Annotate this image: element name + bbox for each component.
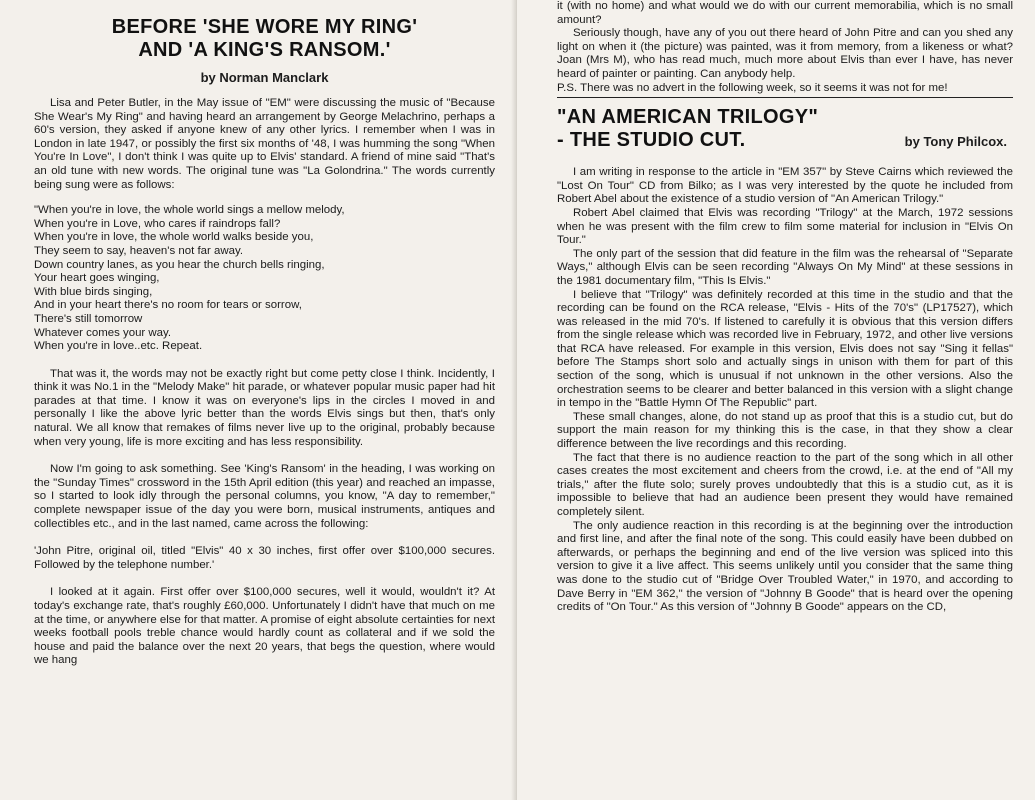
body-paragraph: Now I'm going to ask something. See 'King's Ransom' in the heading, I was working on the "Sunday Times" crossword in the 15th April edition (this year) and reached an impasse, so I started to look idly through the personal columns, you know, "A day to remember," complete newspaper issue of the day you were born, musical instruments, antiques and collectibles etc., and in the last named, came across the following: xyxy=(34,463,495,530)
section-divider xyxy=(557,97,1013,98)
postscript: P.S. There was no advert in the following week, so it seems it was not for me! xyxy=(557,81,948,94)
body-paragraph: The fact that there is no audience reaction to the part of the song which in all other cases creates the most excitement and cheers from the crowd, i.e. at the end of "All my trials," after the flute solo; surely proves undoubtedly that this is a studio cut, as it is impossible to believe that had an audience been present they would have remained completely silent. xyxy=(557,451,1013,518)
lyric-line: Your heart goes winging, xyxy=(34,272,160,285)
body-paragraph: The only audience reaction in this recording is at the beginning over the introduction and first line, and after the final note of the song. This could easily have been dubbed on afterwards, or perhaps the beginning and end of the live version was spliced into this version to give it a live affect. This seems unlikely until you consider that the same thing was done to the studio cut of "Bridge Over Troubled Water," in 1970, and according to Dave Berry in "EM 362," the version of "Johnny B Goode" that is heard over the opening credits of "On Tour." As this version of "Johnny B Goode" appears on the CD, xyxy=(557,519,1013,614)
headline-line-2: - THE STUDIO CUT. xyxy=(557,129,746,152)
lyrics-block xyxy=(34,204,495,354)
lyric-line: When you're in love, the whole world walks beside you, xyxy=(34,231,314,244)
lyric-line: They seem to say, heaven's not far away. xyxy=(34,244,244,257)
lyric-line: "When you're in love, the whole world sings a mellow melody, xyxy=(34,204,345,217)
lyric-line: When you're in Love, who cares if raindrops fall? xyxy=(34,217,281,230)
body-paragraph: These small changes, alone, do not stand up as proof that this is a studio cut, but do support the main reason for my thinking this is the case, in that they show a clear difference between the live recordings and this recording. xyxy=(557,410,1013,451)
body-paragraph: I looked at it again. First offer over $100,000 secures, well it would, wouldn't it? At today's exchange rate, that's roughly £60,000. Unfortunately I didn't have that much on me at the time, or anywhere else for that matter. A promise of eight absolute certainties for next weeks football pools treble chance would hardly count as collateral and if we sold the house and paid the balance over the next 20 years, that begs the question, where would we hang xyxy=(34,586,495,667)
article-headline xyxy=(34,16,495,62)
lyric-line: When you're in love..etc. Repeat. xyxy=(34,340,203,353)
article-byline: by Tony Philcox. xyxy=(904,134,1007,150)
quoted-advert: 'John Pitre, original oil, titled "Elvis" 40 x 30 inches, first offer over $100,000 secures. Followed by the telephone number.' xyxy=(34,545,495,571)
article-headline xyxy=(557,106,818,152)
lyric-line: Down country lanes, as you hear the church bells ringing, xyxy=(34,258,325,271)
right-page xyxy=(517,0,1035,800)
headline-line-1: "AN AMERICAN TRILOGY" xyxy=(557,106,819,129)
body-paragraph: The only part of the session that did feature in the film was the rehearsal of "Separate Ways," although Elvis can be seen recording "Always On My Mind" at these sessions in the 1981 documentary film, "This Is Elvis." xyxy=(557,247,1013,287)
headline-line-2: AND 'A KING'S RANSOM.' xyxy=(138,39,391,61)
headline-line-1: BEFORE 'SHE WORE MY RING' xyxy=(111,16,418,38)
body-paragraph: That was it, the words may not be exactly right but come petty close I think. Incidently, I think it was No.1 in the "Melody Make" hit parade, or whatever popular music paper had hit parades at that time. I know it was on everyone's lips in the circles I moved in and personally I like the above lyric better than the words Elvis sings but then, that's only natural. We all know that remakes of films never live up to the original, probably because when very young, life is more exciting and has less responsibility. xyxy=(34,367,495,448)
lyric-line: Whatever comes your way. xyxy=(34,326,172,339)
article-byline: by Norman Manclark xyxy=(200,70,329,85)
continued-paragraph: it (with no home) and what would we do with our current memorabilia, which is no small amount? xyxy=(557,0,1013,26)
body-paragraph: I believe that "Trilogy" was definitely recorded at this time in the studio and that the recording can be found on the RCA release, "Elvis - Hits of the 70's" (LP17527), which was released in the mid 70's. If listened to carefully it is obvious that this version differs from the single release which was recorded live in February, 1972, and other live versions that RCA have released. For example in this version, Elvis does not say "Sing it fellas" before The Stamps short solo and actually sings in unison with them for part of this section of the song, which is unusual if not unknown in the other versions. Also the orchestration seems to be clearer and better balanced in this version with a slight change in tempo in the "Battle Hymn Of The Republic" part. xyxy=(557,288,1013,410)
left-page xyxy=(0,0,517,800)
body-paragraph: I am writing in response to the article in "EM 357" by Steve Cairns which reviewed the "Lost On Tour" CD from Bilko; as I was very interested by the quote he included from Robert Abel about the existence of a studio version of "An American Trilogy." xyxy=(557,166,1013,206)
body-paragraph: Seriously though, have any of you out there heard of John Pitre and can you shed any light on when it (the picture) was painted, was it from memory, from a likeness or what? Joan (Mrs M), who has read much, much more about Elvis than ever I have, has never heard of painter or painting. Can anybody help. xyxy=(557,27,1013,80)
article-header xyxy=(557,106,1013,162)
body-paragraph: Robert Abel claimed that Elvis was recording "Trilogy" at the March, 1972 sessions when he was present with the film crew to film some material for inclusion in "Elvis On Tour." xyxy=(557,206,1013,247)
lyric-line: With blue birds singing, xyxy=(34,285,153,298)
body-paragraph: Lisa and Peter Butler, in the May issue of "EM" were discussing the music of "Because She Wear's My Ring" and having heard an arrangement by George Melachrino, perhaps a 60's version, they asked if anyone knew of any other lyrics. I remember when I was in London in late 1947, or possibly the first six months of '48, I was humming the song "When You're In Love", I don't think I was quite up to Elvis' standard. A friend of mine said "That's an old tune with new words. The original tune was "La Golondrina." The words currently being sung were as follows: xyxy=(34,97,495,191)
lyric-line: And in your heart there's no room for tears or sorrow, xyxy=(34,299,302,312)
lyric-line: There's still tomorrow xyxy=(34,312,143,325)
